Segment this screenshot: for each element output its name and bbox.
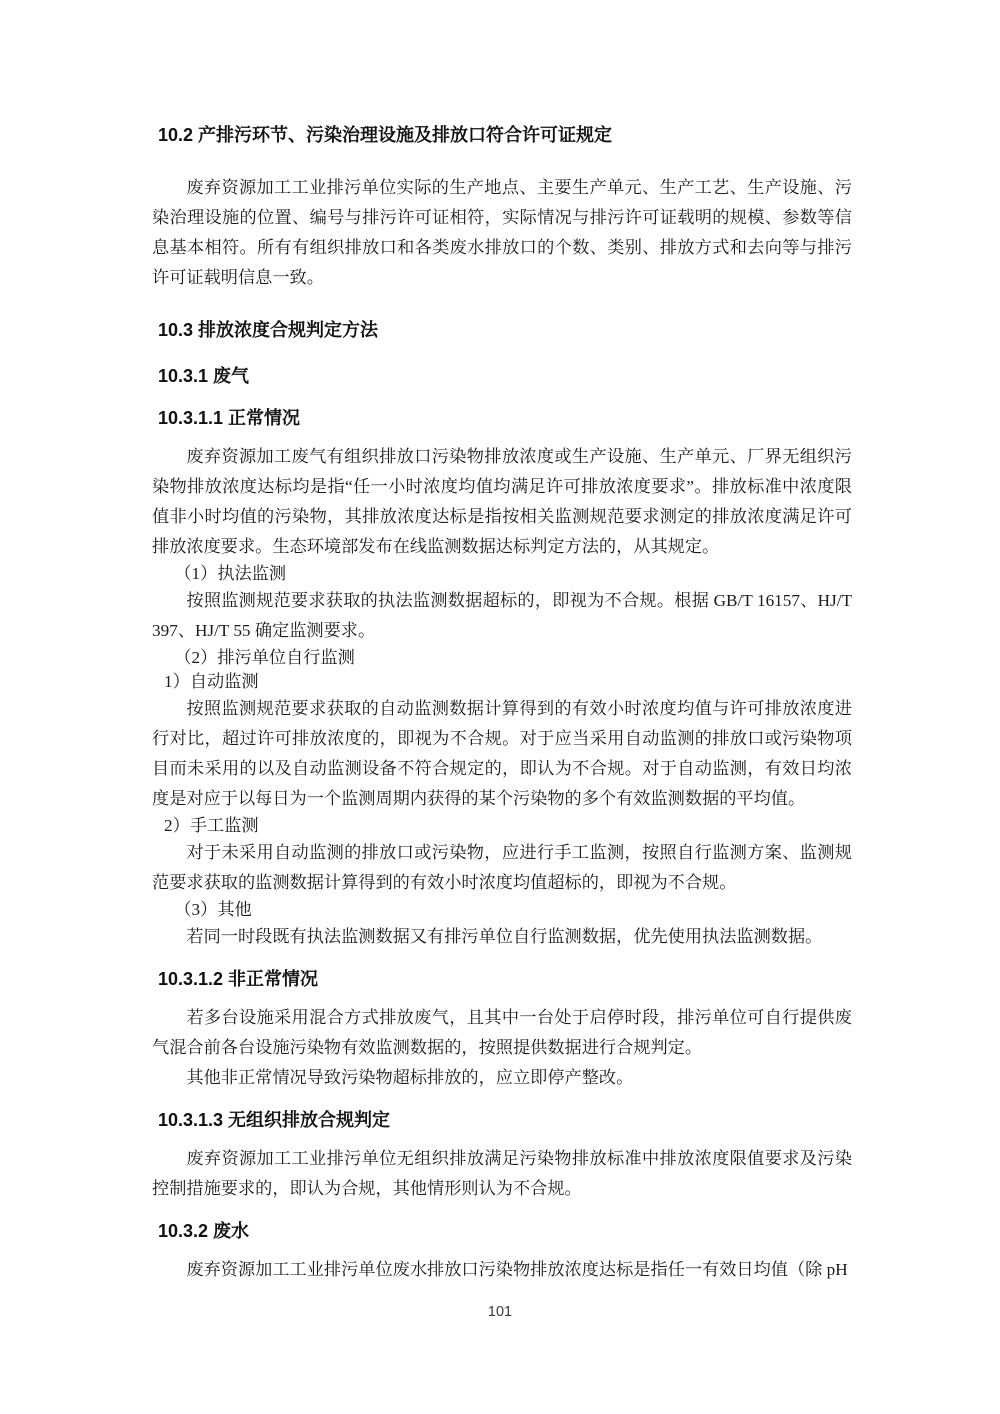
paragraph-permit-consistency: 废弃资源加工工业排污单位实际的生产地点、主要生产单元、生产工艺、生产设施、污染治理设施的位置、编号与排污许可证相符，实际情况与排污许可证载明的规模、参数等信息基本相符。所有有组织排放口和各类废水排放口的个数、类别、排放方式和去向等与排污许可证载明信息一致。 [152, 178, 852, 287]
paragraph-other-priority: 若同一时段既有执法监测数据又有排污单位自行监测数据，优先使用执法监测数据。 [186, 927, 823, 946]
section-heading-10-3-1-2: 10.3.1.2 非正常情况 [158, 969, 319, 989]
paragraph-auto-monitoring: 按照监测规范要求获取的自动监测数据计算得到的有效小时浓度均值与许可排放浓度进行对比，超过许可排放浓度的，即视为不合规。对于应当采用自动监测的排放口或污染物项目而未采用的以及自动监测设备不符合规定的，即认为不合规。对于自动监测，有效日均浓度是对应于以每日为一个监测周期内获得的某个污染物的多个有效监测数据的平均值。 [152, 699, 852, 808]
paragraph-wastewater: 废弃资源加工工业排污单位废水排放口污染物排放浓度达标是指任一有效日均值（除 pH [186, 1260, 848, 1279]
section-heading-10-3-2: 10.3.2 废水 [158, 1221, 250, 1241]
paragraph-gas-normal: 废弃资源加工废气有组织排放口污染物排放浓度或生产设施、生产单元、厂界无组织污染物排放浓度达标均是指“任一小时浓度均值均满足许可排放浓度要求”。排放标准中浓度限值非小时均值的污染物，其排放浓度达标是指按相关监测规范要求测定的排放浓度满足许可排放浓度要求。生态环境部发布在线监测数据达标判定方法的，从其规定。 [152, 447, 852, 556]
section-heading-10-3-1-3: 10.3.1.3 无组织排放合规判定 [158, 1110, 391, 1130]
section-heading-10-2: 10.2 产排污环节、污染治理设施及排放口符合许可证规定 [158, 125, 613, 145]
section-heading-10-3-1-1: 10.3.1.1 正常情况 [158, 408, 301, 428]
section-heading-10-3: 10.3 排放浓度合规判定方法 [158, 320, 379, 340]
section-heading-10-3-1: 10.3.1 废气 [158, 366, 250, 386]
document-body [152, 120, 852, 1285]
page-number: 101 [487, 1304, 513, 1320]
paragraph-manual-monitoring: 对于未采用自动监测的排放口或污染物，应进行手工监测，按照自行监测方案、监测规范要求获取的监测数据计算得到的有效小时浓度均值超标的，即视为不合规。 [152, 843, 852, 892]
list-item-manual-monitoring: 2）手工监测 [164, 816, 259, 835]
list-item-auto-monitoring: 1）自动监测 [164, 672, 259, 691]
list-item-self-monitoring: （2）排污单位自行监测 [174, 648, 355, 667]
paragraph-abnormal-stop: 其他非正常情况导致污染物超标排放的，应立即停产整改。 [186, 1068, 634, 1087]
list-item-other: （3）其他 [174, 900, 252, 919]
paragraph-enforcement-monitoring: 按照监测规范要求获取的执法监测数据超标的，即视为不合规。根据 GB/T 16157、HJ/T 397、HJ/T 55 确定监测要求。 [152, 591, 852, 640]
list-item-enforcement-monitoring: （1）执法监测 [174, 564, 287, 583]
paragraph-fugitive-emission: 废弃资源加工工业排污单位无组织排放满足污染物排放标准中排放浓度限值要求及污染控制措施要求的，即认为合规，其他情形则认为不合规。 [152, 1149, 852, 1198]
paragraph-abnormal-mixed: 若多台设施采用混合方式排放废气，且其中一台处于启停时段，排污单位可自行提供废气混合前各台设施污染物有效监测数据的，按照提供数据进行合规判定。 [152, 1008, 852, 1057]
